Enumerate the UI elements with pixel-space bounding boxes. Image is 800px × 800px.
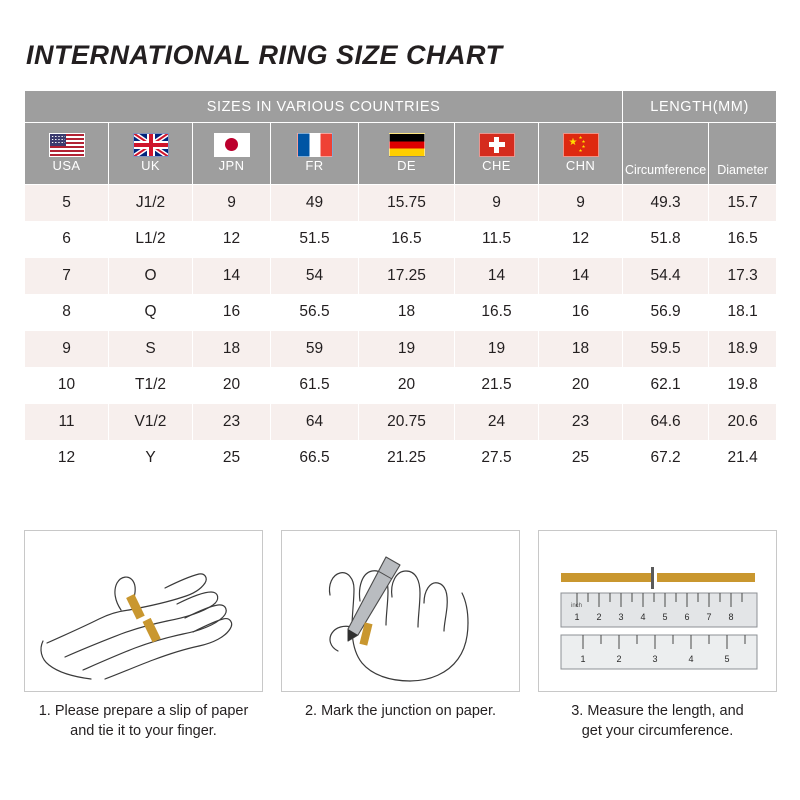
step-2-caption-line1: 2. Mark the junction on paper.: [304, 703, 497, 719]
cell-che: 16.5: [455, 294, 539, 331]
cell-fr: 64: [271, 404, 359, 441]
column-label-chn: CHN: [565, 157, 596, 173]
cell-de: 16.5: [359, 221, 455, 258]
column-header-circumference: Circumference: [623, 123, 709, 185]
column-label-uk: UK: [141, 157, 160, 173]
cell-diameter: 21.4: [709, 440, 777, 477]
table-row: [25, 221, 777, 258]
cell-che: 11.5: [455, 221, 539, 258]
cell-fr: 49: [271, 185, 359, 222]
step-1-caption: [24, 701, 263, 741]
cell-circumference: 49.3: [623, 185, 709, 222]
cell-de: 17.25: [359, 258, 455, 295]
svg-text:5: 5: [724, 654, 730, 664]
svg-text:2: 2: [616, 654, 622, 664]
cell-usa: 11: [25, 404, 109, 441]
cell-diameter: 16.5: [709, 221, 777, 258]
column-header-uk: [109, 123, 193, 185]
column-header-jpn: [193, 123, 271, 185]
hand-with-paper-strip-icon: [25, 531, 263, 692]
cell-diameter: 19.8: [709, 367, 777, 404]
flag-germany-icon: [389, 133, 425, 157]
table-row: [25, 367, 777, 404]
column-header-che: [455, 123, 539, 185]
column-label-che: CHE: [482, 157, 511, 173]
cell-che: 21.5: [455, 367, 539, 404]
step-1: [24, 530, 263, 741]
cell-circumference: 56.9: [623, 294, 709, 331]
cell-usa: 10: [25, 367, 109, 404]
svg-text:8: 8: [728, 612, 734, 622]
cell-che: 14: [455, 258, 539, 295]
cell-jpn: 16: [193, 294, 271, 331]
measuring-steps: [24, 530, 776, 741]
cell-fr: 59: [271, 331, 359, 368]
cell-chn: 9: [539, 185, 623, 222]
cell-de: 20.75: [359, 404, 455, 441]
cell-fr: 56.5: [271, 294, 359, 331]
step-3-caption-line1: 3. Measure the length, and: [571, 703, 744, 719]
cell-jpn: 18: [193, 331, 271, 368]
cell-fr: 61.5: [271, 367, 359, 404]
cell-usa: 5: [25, 185, 109, 222]
cell-uk: Q: [109, 294, 193, 331]
svg-text:4: 4: [640, 612, 646, 622]
cell-usa: 6: [25, 221, 109, 258]
cell-jpn: 12: [193, 221, 271, 258]
ruler-measuring-strip-icon: [539, 531, 777, 692]
cell-de: 19: [359, 331, 455, 368]
cell-de: 18: [359, 294, 455, 331]
hand-marking-with-pen-icon: [282, 531, 520, 692]
table-body: [25, 185, 777, 477]
svg-text:4: 4: [688, 654, 694, 664]
step-3-caption-line2: get your circumference.: [581, 723, 734, 739]
svg-text:5: 5: [662, 612, 668, 622]
cell-circumference: 51.8: [623, 221, 709, 258]
step-1-caption-line2: and tie it to your finger.: [70, 723, 217, 739]
cell-diameter: 17.3: [709, 258, 777, 295]
table-column-header-row: [25, 123, 777, 185]
flag-france-icon: [297, 133, 333, 157]
cell-fr: 66.5: [271, 440, 359, 477]
column-label-jpn: JPN: [218, 157, 245, 173]
cell-uk: J1/2: [109, 185, 193, 222]
cell-uk: V1/2: [109, 404, 193, 441]
cell-de: 21.25: [359, 440, 455, 477]
table-row: [25, 331, 777, 368]
cell-circumference: 62.1: [623, 367, 709, 404]
cell-chn: 25: [539, 440, 623, 477]
ring-size-table: [24, 90, 777, 477]
cell-circumference: 67.2: [623, 440, 709, 477]
cell-jpn: 14: [193, 258, 271, 295]
step-1-caption-line1: 1. Please prepare a slip of paper: [38, 703, 249, 719]
flag-switzerland-icon: [479, 133, 515, 157]
cell-uk: O: [109, 258, 193, 295]
table-row: [25, 440, 777, 477]
flag-china-icon: ★ ★ ★ ★ ★: [563, 133, 599, 157]
cell-chn: 12: [539, 221, 623, 258]
cell-diameter: 15.7: [709, 185, 777, 222]
cell-usa: 8: [25, 294, 109, 331]
step-3: [538, 530, 777, 741]
page-title: INTERNATIONAL RING SIZE CHART: [26, 40, 503, 70]
cell-uk: T1/2: [109, 367, 193, 404]
cell-circumference: 54.4: [623, 258, 709, 295]
column-header-diameter: Diameter: [709, 123, 777, 185]
svg-text:3: 3: [618, 612, 624, 622]
column-header-chn: [539, 123, 623, 185]
column-label-fr: FR: [305, 157, 324, 173]
cell-che: 27.5: [455, 440, 539, 477]
cell-usa: 12: [25, 440, 109, 477]
cell-chn: 20: [539, 367, 623, 404]
column-header-fr: [271, 123, 359, 185]
table-group-header-row: [25, 91, 777, 123]
table-row: [25, 294, 777, 331]
cell-circumference: 64.6: [623, 404, 709, 441]
step-3-illustration: [538, 530, 777, 692]
svg-text:3: 3: [652, 654, 658, 664]
group-header-countries: SIZES IN VARIOUS COUNTRIES: [25, 91, 623, 123]
svg-text:inch: inch: [571, 603, 583, 609]
cell-usa: 9: [25, 331, 109, 368]
step-2-illustration: [281, 530, 520, 692]
table-row: [25, 185, 777, 222]
cell-diameter: 18.1: [709, 294, 777, 331]
cell-che: 24: [455, 404, 539, 441]
cell-uk: L1/2: [109, 221, 193, 258]
flag-uk-icon: [133, 133, 169, 157]
group-header-length: LENGTH(MM): [623, 91, 777, 123]
svg-text:2: 2: [596, 612, 602, 622]
svg-text:7: 7: [706, 612, 712, 622]
step-2: [281, 530, 520, 741]
cell-jpn: 25: [193, 440, 271, 477]
cell-chn: 23: [539, 404, 623, 441]
cell-fr: 54: [271, 258, 359, 295]
step-2-caption: [281, 701, 520, 721]
size-table-container: [24, 90, 776, 477]
svg-text:1: 1: [580, 654, 586, 664]
cell-uk: S: [109, 331, 193, 368]
cell-chn: 14: [539, 258, 623, 295]
column-label-usa: USA: [52, 157, 81, 173]
cell-fr: 51.5: [271, 221, 359, 258]
cell-de: 15.75: [359, 185, 455, 222]
cell-de: 20: [359, 367, 455, 404]
cell-usa: 7: [25, 258, 109, 295]
cell-jpn: 9: [193, 185, 271, 222]
flag-usa-icon: [49, 133, 85, 157]
column-header-usa: [25, 123, 109, 185]
cell-circumference: 59.5: [623, 331, 709, 368]
svg-text:6: 6: [684, 612, 690, 622]
table-row: [25, 258, 777, 295]
step-3-caption: [538, 701, 777, 741]
cell-chn: 16: [539, 294, 623, 331]
cell-che: 9: [455, 185, 539, 222]
table-row: [25, 404, 777, 441]
column-header-de: [359, 123, 455, 185]
cell-jpn: 20: [193, 367, 271, 404]
step-1-illustration: [24, 530, 263, 692]
svg-text:1: 1: [574, 612, 580, 622]
cell-uk: Y: [109, 440, 193, 477]
cell-chn: 18: [539, 331, 623, 368]
flag-japan-icon: [214, 133, 250, 157]
cell-diameter: 18.9: [709, 331, 777, 368]
cell-jpn: 23: [193, 404, 271, 441]
cell-diameter: 20.6: [709, 404, 777, 441]
column-label-de: DE: [397, 157, 416, 173]
cell-che: 19: [455, 331, 539, 368]
